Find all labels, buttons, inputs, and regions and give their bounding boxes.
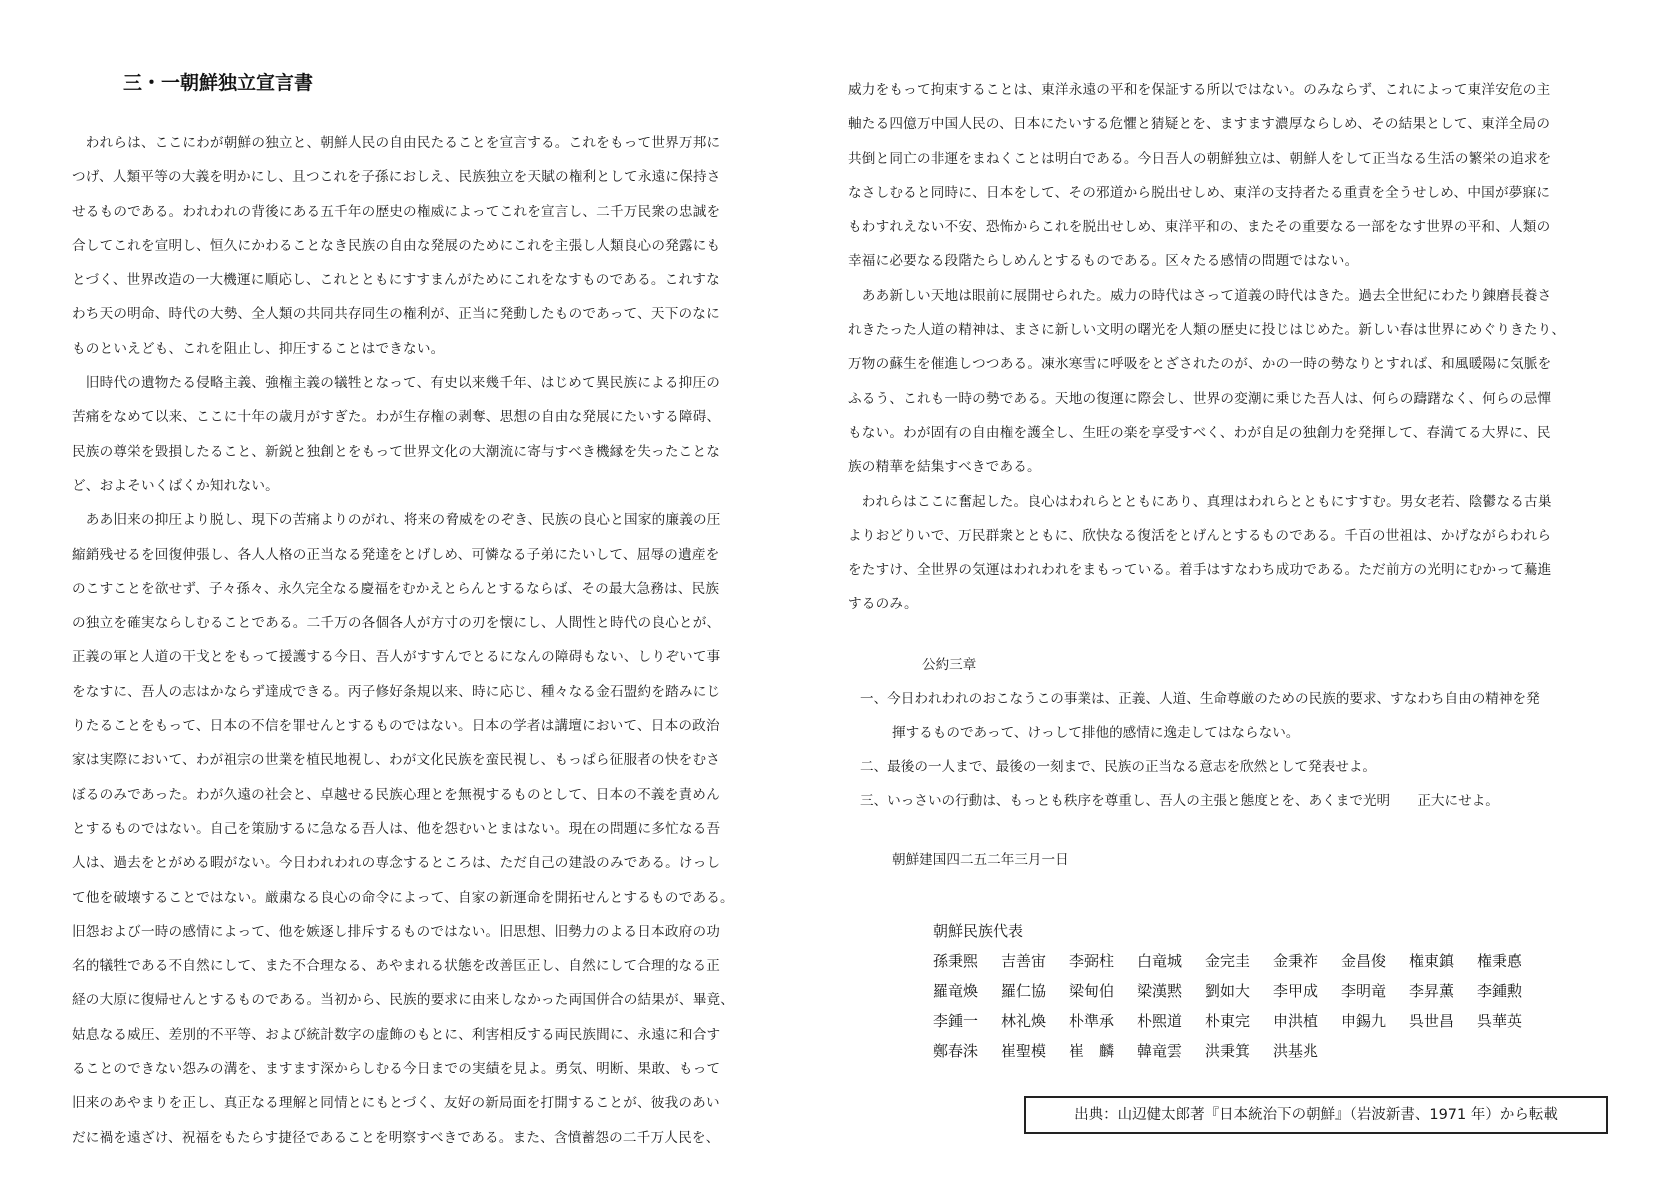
representatives-row	[933, 976, 1545, 1006]
representative-name: 権秉悳	[1477, 952, 1523, 970]
representative-name: 韓竜雲	[1137, 1042, 1183, 1060]
representative-name: 羅竜煥	[933, 982, 979, 1000]
text-line: われらはここに奮起した。良心はわれらとともにあり、真理はわれらとともにすすむ。男女老若、陰鬱なる古巣	[848, 493, 1552, 510]
text-line: ぼるのみであった。わが久遠の社会と、卓越せる民族心理とを無視するものとして、日本の不義を責めん	[72, 786, 720, 803]
declaration-right-column	[848, 73, 1608, 622]
representative-name: 梁漢黙	[1137, 982, 1183, 1000]
representative-name: 崔聖模	[1001, 1042, 1047, 1060]
representatives-row	[933, 1006, 1545, 1036]
pledges-section	[860, 648, 1620, 818]
text-line: 民族の尊栄を毀損したること、新鋭と独創とをもって世界文化の大潮流に寄与すべき機縁を失ったことな	[72, 443, 721, 460]
text-line: するのみ。	[848, 596, 918, 613]
text-line: 合してこれを宣明し、恒久にかわることなき民族の自由な発展のためにこれを主張し人類良心の発露にも	[72, 237, 721, 254]
text-line: とづく、世界改造の一大機運に順応し、これとともにすすまんがためにこれをなすものである。これすな	[72, 272, 720, 289]
representative-name: 金完圭	[1205, 952, 1251, 970]
representative-name: 呉世昌	[1409, 1012, 1455, 1030]
representative-name: 朴東完	[1205, 1012, 1251, 1030]
text-line: 威力をもって拘束することは、東洋永遠の平和を保証する所以ではない。のみならず、これによって東洋安危の主	[848, 82, 1551, 98]
representatives-title: 朝鮮民族代表	[933, 922, 1024, 940]
text-line: ああ旧来の抑圧より脱し、現下の苦痛よりのがれ、将来の脅威をのぞき、民族の良心と国家的廉義の圧	[72, 512, 721, 529]
text-line: 軸たる四億万中国人民の、日本にたいする危懼と猜疑とを、ますます濃厚ならしめ、その結果として、東洋全局の	[848, 116, 1551, 133]
representative-name: 金昌俊	[1341, 952, 1387, 970]
text-line: わち天の明命、時代の大勢、全人類の共同共存同生の権利が、正当に発動したものであって、天下のなに	[72, 306, 720, 323]
text-line: 旧来のあやまりを正し、真正なる理解と同情とにもとづく、友好の新局面を打開することが、彼我のあい	[72, 1095, 720, 1112]
representative-name: 申錫九	[1341, 1012, 1387, 1030]
text-line: 縮銷残せるを回復伸張し、各人人格の正当なる発達をとげしめ、可憐なる子弟にたいして、屈辱の遺産を	[72, 546, 720, 563]
pledge-item-3: 三、いっさいの行動は、もっとも秩序を尊重し、吾人の主張と態度とを、あくまで光明 正大にせよ。	[860, 793, 1499, 809]
text-line: の独立を確実ならしむることである。二千万の各個各人が方寸の刃を懐にし、人間性と時代の良心とが、	[72, 615, 721, 632]
text-line: て他を破壊することではない。厳粛なる良心の命令によって、自家の新運命を開拓せんとするものである。	[72, 889, 734, 906]
representative-name: 李甲成	[1273, 982, 1319, 1000]
representative-name: 李弼柱	[1069, 952, 1115, 970]
text-line: のこすことを欲せず、子々孫々、永久完全なる慶福をむかえとらんとするならば、その最大急務は、民族	[72, 580, 720, 597]
representative-name: 羅仁協	[1001, 982, 1047, 1000]
text-line: なさしむると同時に、日本をして、その邪道から脱出せしめ、東洋の支持者たる重責を全うせしめ、中国が夢寐に	[848, 184, 1551, 201]
representative-name: 李鍾一	[933, 1012, 979, 1030]
text-line: とするものではない。自己を策励するに急なる吾人は、他を怨むいとまはない。現在の問題に多忙なる吾	[72, 820, 721, 837]
representatives-list	[933, 946, 1545, 1066]
text-line: 名的犠牲である不自然にして、また不合理なる、あやまれる状態を改善匡正し、自然にして合理的なる正	[72, 958, 721, 975]
text-line: もない。わが固有の自由権を護全し、生旺の楽を享受すべく、わが自足の独創力を発揮して、春満てる大界に、民	[848, 424, 1551, 441]
text-line: 旧怨および一時の感情によって、他を嫉逐し排斥するものではない。旧思想、旧勢力のよる日本政府の功	[72, 923, 721, 940]
text-line: よりおどりいで、万民群衆とともに、欣快なる復活をとげんとするものである。千百の世祖は、かげながらわれら	[848, 527, 1552, 544]
text-line: 経の大原に復帰せんとするものである。当初から、民族的要求に由来しなかった両国併合の結果が、畢竟、	[72, 992, 735, 1009]
pledge-item-1-continued: 揮するものであって、けっして排他的感情に逸走してはならない。	[892, 725, 1300, 741]
representative-name: 李鍾勲	[1477, 982, 1523, 1000]
text-line: 族の精華を結集すべきである。	[848, 459, 1041, 476]
text-line: れきたった人道の精神は、まさに新しい文明の曙光を人類の歴史に投じはじめた。新しい春は世界にめぐりきたり、	[848, 322, 1566, 339]
text-line: 人は、過去をとがめる暇がない。今日われわれの専念するところは、ただ自己の建設のみである。けっし	[72, 855, 721, 872]
representative-name: 権東鎮	[1409, 952, 1455, 970]
representative-name: 呉華英	[1477, 1012, 1523, 1030]
representative-name: 李昇薫	[1409, 982, 1455, 1000]
representative-name: 李明竜	[1341, 982, 1387, 1000]
text-line: をなすに、吾人の志はかならず達成できる。丙子修好条規以来、時に応じ、種々なる金石盟約を踏みにじ	[72, 683, 721, 700]
text-line: ものといえども、これを阻止し、抑圧することはできない。	[72, 340, 445, 357]
representatives-section	[933, 916, 1545, 1066]
text-line: ああ新しい天地は眼前に展開せられた。威力の時代はさって道義の時代はきた。過去全世紀にわたり錬磨長養さ	[848, 287, 1552, 304]
representative-name: 崔 麟	[1069, 1042, 1115, 1060]
text-line: ふるう、これも一時の勢である。天地の復運に際会し、世界の変潮に乗じた吾人は、何らの躊躇なく、何らの忌憚	[848, 390, 1552, 407]
text-line: せるものである。われわれの背後にある五千年の歴史の権威によってこれを宣言し、二千万民衆の忠誠を	[72, 203, 721, 220]
text-line: 正義の軍と人道の干戈とをもって援護する今日、吾人がすすんでとるになんの障碍もない、しりぞいて事	[72, 649, 721, 666]
representative-name: 白竜城	[1137, 952, 1183, 970]
text-line: 万物の蘇生を催進しつつある。凍氷寒雪に呼吸をとざされたのが、かの一時の勢なりとすれば、和風暖陽に気脈を	[848, 356, 1552, 373]
text-line: つげ、人類平等の大義を明かにし、且つこれを子孫におしえ、民族独立を天賦の権利として永遠に保持さ	[72, 169, 721, 186]
source-citation: 出典：山辺健太郎著『日本統治下の朝鮮』（岩波新書、1971 年）から転載	[1024, 1096, 1608, 1134]
text-line: だに禍を遠ざけ、祝福をもたらす捷径であることを明察すべきである。また、含憤蓄怨の二千万人民を、	[72, 1129, 720, 1146]
pledges-title: 公約三章	[922, 657, 977, 673]
representative-name: 鄭春洙	[933, 1042, 979, 1060]
representative-name: 申洪植	[1273, 1012, 1319, 1030]
representative-name: 吉善宙	[1001, 952, 1047, 970]
text-line: 家は実際において、わが祖宗の世業を植民地視し、わが文化民族を蛮民視し、もっぱら征服者の快をむさ	[72, 752, 721, 769]
text-line: ることのできない怨みの溝を、ますます深からしむる今日までの実績を見よ。勇気、明断、果敢、もって	[72, 1061, 721, 1078]
text-line: 旧時代の遺物たる侵略主義、強権主義の犠牲となって、有史以来幾千年、はじめて異民族による抑圧の	[72, 375, 721, 392]
text-line: 共倒と同亡の非運をまねくことは明白である。今日吾人の朝鮮独立は、朝鮮人をして正当なる生活の繁栄の追求を	[848, 150, 1552, 167]
pledge-item-1: 一、今日われわれのおこなうこの事業は、正義、人道、生命尊厳のための民族的要求、すなわち自由の精神を発	[860, 691, 1540, 707]
representative-name: 林礼煥	[1001, 1012, 1047, 1030]
pledge-item-2: 二、最後の一人まで、最後の一刻まで、民族の正当なる意志を欣然として発表せよ。	[860, 759, 1377, 775]
representative-name: 朴準承	[1069, 1012, 1115, 1030]
representative-name: 朴煕道	[1137, 1012, 1183, 1030]
declaration-date: 朝鮮建国四二五二年三月一日	[892, 852, 1069, 868]
text-line: もわすれえない不安、恐怖からこれを脱出せしめ、東洋平和の、またその重要なる一部をなす世界の平和、人類の	[848, 219, 1551, 236]
text-line: 幸福に必要なる段階たらしめんとするものである。区々たる感情の問題ではない。	[848, 253, 1359, 270]
representative-name: 孫秉煕	[933, 952, 979, 970]
page-title: 三・一朝鮮独立宣言書	[123, 72, 314, 94]
representative-name: 洪基兆	[1273, 1042, 1319, 1060]
text-line: りたることをもって、日本の不信を罪せんとするものではない。日本の学者は講壇において、日本の政治	[72, 718, 720, 735]
text-line: われらは、ここにわが朝鮮の独立と、朝鮮人民の自由民たることを宣言する。これをもって世界万邦に	[72, 135, 721, 151]
text-line: 苦痛をなめて以来、ここに十年の歳月がすぎた。わが生存権の剥奪、思想の自由な発展にたいする障碍、	[72, 409, 721, 426]
declaration-left-column	[72, 126, 782, 1155]
text-line: をたすけ、全世界の気運はわれわれをまもっている。着手はすなわち成功である。ただ前方の光明にむかって驀進	[848, 562, 1552, 579]
representative-name: 洪秉箕	[1205, 1042, 1251, 1060]
representative-name: 梁甸伯	[1069, 982, 1115, 1000]
representatives-row	[933, 946, 1545, 976]
representatives-row	[933, 1036, 1545, 1066]
text-line: ど、およそいくばくか知れない。	[72, 477, 279, 494]
representative-name: 劉如大	[1205, 982, 1251, 1000]
text-line: 姑息なる威圧、差別的不平等、および統計数字の虚飾のもとに、利害相反する両民族間に、永遠に和合す	[72, 1026, 721, 1043]
representative-name: 金秉祚	[1273, 952, 1319, 970]
